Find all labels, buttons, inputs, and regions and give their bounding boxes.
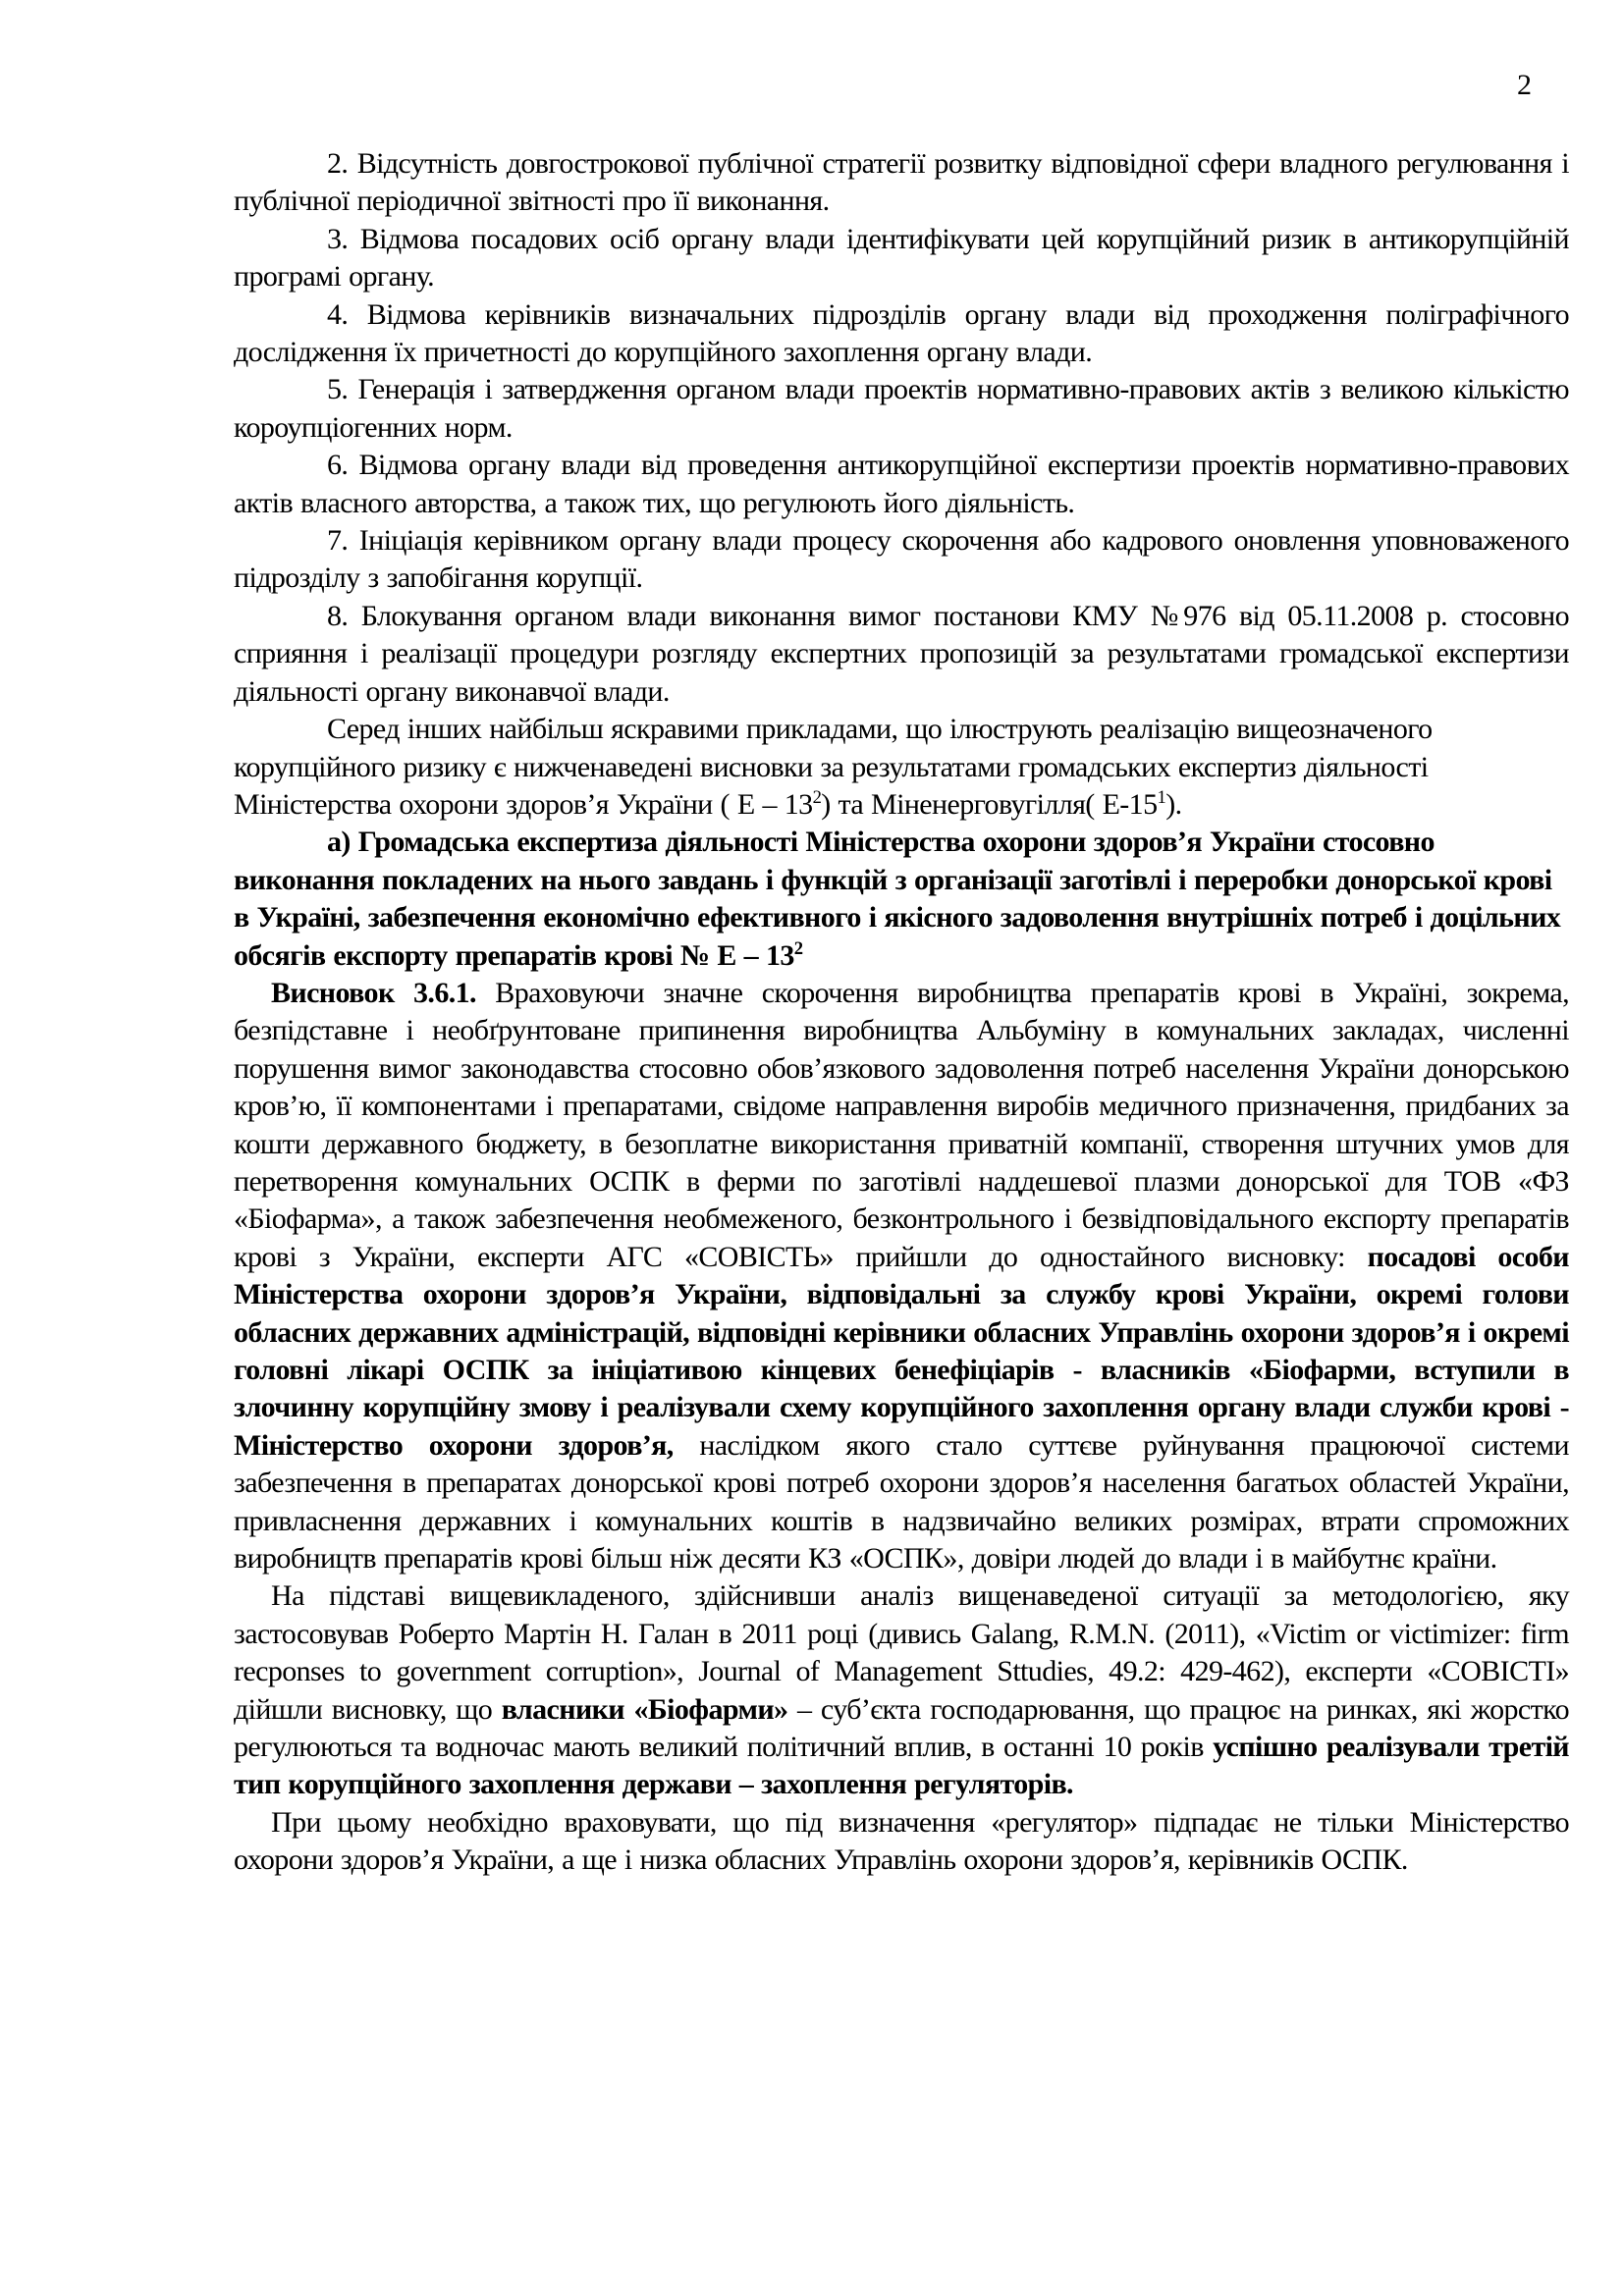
text-run: Серед інших найбільш яскравими прикладами, що ілюструють реалізацію вищеозначеного корупційного ризику є нижченаведені висновки за результатами громадських експертиз діяльності Міністерства охорони здоров’я України ( Е – 13 <box>234 713 1433 821</box>
paragraph-risk-8 <box>234 598 1569 711</box>
text-run: 3. Відмова посадових осіб органу влади ідентифікувати цей корупційний ризик в антикорупційній програмі органу. <box>234 222 1569 294</box>
text-run: На підставі вищевикладеного, здійснивши аналіз вищенаведеної ситуації за методологією, яку застосовував Роберто Мартін Н. Галан в 2011 році (дивись Galang, R.M.N. (2011), «Victim or victimizer: firm recponses to government corruption», Journal of Management Sttudies, 49.2: 429-462), експерти «СОВІСТІ» дійшли висновку, що <box>234 1579 1569 1726</box>
paragraph-risk-6 <box>234 447 1569 522</box>
text-run: – суб’єкта господарювання, що працює на ринках, які жорстко регулюються та водночас мають великий політичний вплив, в останні 10 років <box>234 1692 1569 1764</box>
text-run: При цьому необхідно враховувати, що під визначення «регулятор» підпадає не тільки Міністерство охорони здоров’я України, а ще і низка обласних Управлінь охорони здоров’я, керівників ОСПК. <box>234 1805 1569 1877</box>
text-run: 7. Ініціація керівником органу влади процесу скорочення або кадрового оновлення уповноваженого підрозділу з запобігання корупції. <box>234 524 1569 595</box>
text-run: наслідком якого стало суттєве руйнування працюючої системи забезпечення в препаратах донорської крові потреб охорони здоров’я населення багатьох областей України, привласнення державних і комунальних коштів в надзвичайно великих розмірах, втрати спроможних виробництв препаратів крові більш ніж десяти КЗ «ОСПК», довіри людей до влади і в майбутнє країни. <box>234 1428 1569 1575</box>
text-run: а) Громадська експертиза діяльності Міністерства охорони здоров’я України стосовно виконання покладених на нього завдань і функцій з організації заготівлі і переробки донорської крові в Україні, забезпечення економічно ефективного і якісного задоволення внутрішніх потреб і доцільних обсягів експорту препаратів крові № Е – 13 <box>234 826 1561 972</box>
text-run: успішно реалізували третій тип корупційного захоплення держави – захоплення регуляторів. <box>234 1731 1569 1801</box>
text-run: 5. Генерація і затвердження органом влади проектів нормативно-правових актів з великою кількістю короупціогенних норм. <box>234 373 1569 444</box>
text-run: ). <box>1165 787 1182 821</box>
page-number: 2 <box>1517 69 1532 101</box>
text-run: 2 <box>812 786 822 808</box>
document-body <box>234 145 1569 1880</box>
text-run: 4. Відмова керівників визначальних підрозділів органу влади від проходження поліграфічного дослідження їх причетності до корупційного захоплення органу влади. <box>234 297 1569 369</box>
paragraph-regulator-note <box>234 1804 1569 1880</box>
text-run: 8. Блокування органом влади виконання вимог постанови КМУ №976 від 05.11.2008 р. стосовно сприяння і реалізації процедури розгляду експертних пропозицій за результатами громадської експертизи діяльності органу виконавчої влади. <box>234 599 1569 708</box>
text-run: посадові особи Міністерства охорони здоров’я України, відповідальні за службу крові України, окремі голови обласних державних адміністрацій, відповідні керівники обласних Управлінь охорони здоров’я і окремі головні лікарі ОСПК за ініціативою кінцевих бенефіціарів - власників «Біофарми, вступили в злочинну корупційну змову і реалізували схему корупційного захоплення органу влади служби крові - Міністерство охорони здоров’я, <box>234 1240 1569 1462</box>
paragraph-risk-4 <box>234 296 1569 372</box>
text-run: Враховуючи значне скорочення виробництва препаратів крові в Україні, зокрема, безпідставне і необґрунтоване припинення виробництва Альбуміну в комунальних закладах, численні порушення вимог законодавства стосовно обов’язкового задоволення потреб населення України донорською кров’ю, її компонентами і препаратами, свідоме направлення виробів медичного призначення, придбаних за кошти державного бюджету, в безоплатне використання приватній компанії, створення штучних умов для перетворення комунальних ОСПК в ферми по заготівлі наддешевої плазми донорської для ТОВ «ФЗ «Біофарма», а також забезпечення необмеженого, безконтрольного і безвідповідального експорту препаратів крові з України, експерти АГС «СОВІСТЬ» прийшли до одностайного висновку: <box>234 976 1569 1273</box>
text-run: ) та Міненерговугілля( Е-15 <box>821 787 1158 821</box>
text-run: Висновок 3.6.1. <box>271 976 476 1009</box>
text-run: 1 <box>1157 786 1166 808</box>
paragraph-risk-5 <box>234 371 1569 447</box>
paragraph-examples-intro <box>234 711 1569 824</box>
text-run: 2. Відсутність довгострокової публічної стратегії розвитку відповідної сфери владного регулювання і публічної періодичної звітності про її виконання. <box>234 147 1569 218</box>
paragraph-risk-3 <box>234 221 1569 296</box>
text-run: власники «Біофарми» <box>501 1692 788 1726</box>
paragraph-risk-7 <box>234 522 1569 598</box>
paragraph-conclusion-361 <box>234 975 1569 1578</box>
paragraph-heading-a <box>234 824 1569 975</box>
paragraph-analysis <box>234 1577 1569 1803</box>
text-run: 2 <box>793 937 803 959</box>
text-run: 6. Відмова органу влади від проведення антикорупційної експертизи проектів нормативно-правових актів власного авторства, а також тих, що регулюють його діяльність. <box>234 449 1569 519</box>
paragraph-risk-2 <box>234 145 1569 221</box>
